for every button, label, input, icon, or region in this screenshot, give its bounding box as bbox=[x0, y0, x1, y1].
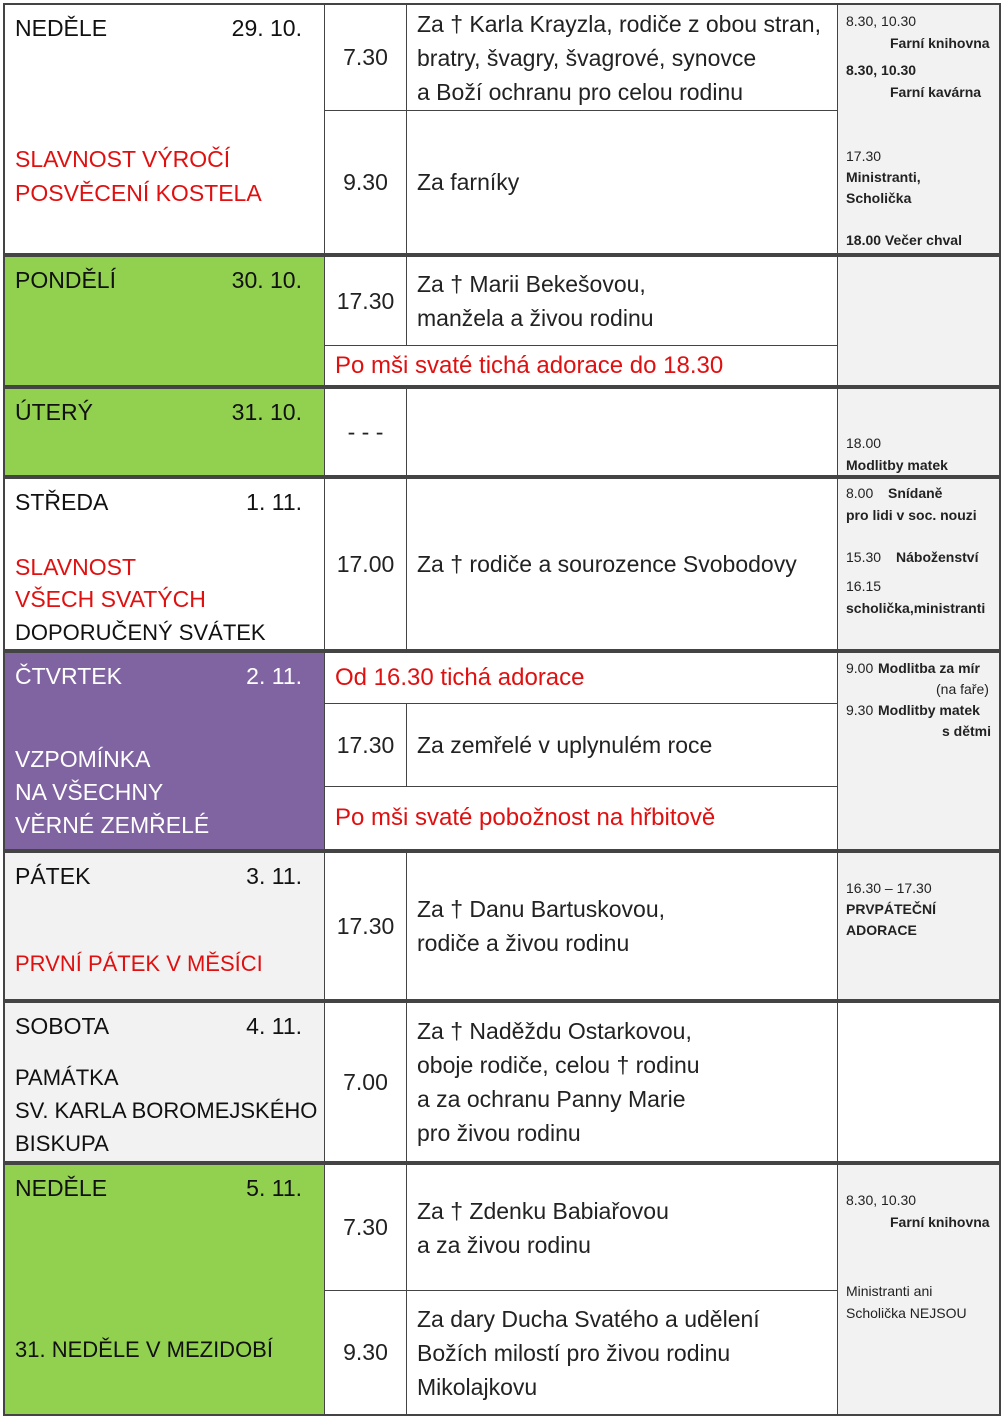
note: Modlitby matek bbox=[846, 457, 948, 473]
intention-line: Mikolajkovu bbox=[417, 1373, 538, 1400]
feast-line: POSVĚCENÍ KOSTELA bbox=[15, 180, 262, 206]
intention-line: a Boží ochranu pro celou rodinu bbox=[417, 78, 744, 105]
side-notes bbox=[837, 257, 999, 385]
feast-line: PRVNÍ PÁTEK V MĚSÍCI bbox=[15, 951, 263, 976]
intention-line: rodiče a živou rodinu bbox=[417, 930, 630, 956]
day-block-wednesday bbox=[3, 477, 1001, 651]
day-block-monday bbox=[3, 255, 1001, 387]
mass-intention bbox=[407, 111, 837, 253]
note: ADORACE bbox=[846, 922, 917, 938]
note: Náboženství bbox=[896, 549, 979, 565]
feast-line: VZPOMÍNKA bbox=[15, 746, 151, 772]
day-date: 1. 11. bbox=[246, 489, 302, 515]
mass-time: 17.30 bbox=[325, 257, 407, 345]
mass-intention bbox=[407, 5, 837, 110]
intention-line: Za farníky bbox=[417, 169, 520, 195]
note: Scholička bbox=[846, 190, 912, 206]
mass-time: 17.30 bbox=[325, 853, 407, 999]
intention-line: Božích milostí pro živou rodinu bbox=[417, 1339, 731, 1366]
mass-intention bbox=[407, 479, 837, 649]
day-block-sunday-29 bbox=[3, 3, 1001, 255]
day-name: PONDĚLÍ bbox=[15, 267, 116, 293]
note: 18.00 Večer chval bbox=[846, 232, 962, 248]
day-date: 4. 11. bbox=[246, 1013, 302, 1039]
mass-intention bbox=[407, 853, 837, 999]
day-cell bbox=[5, 853, 325, 999]
day-name: SOBOTA bbox=[15, 1013, 110, 1039]
note: Farní kavárna bbox=[890, 84, 982, 100]
day-name: ČTVRTEK bbox=[15, 663, 122, 689]
side-notes bbox=[837, 1003, 999, 1161]
intention-line: manžela a živou rodinu bbox=[417, 305, 654, 331]
side-notes bbox=[837, 389, 999, 475]
day-date: 5. 11. bbox=[246, 1175, 302, 1201]
feast-line: SLAVNOST bbox=[15, 554, 136, 580]
day-date: 2. 11. bbox=[246, 663, 302, 689]
day-date: 29. 10. bbox=[231, 15, 302, 41]
side-notes bbox=[837, 479, 999, 649]
after-mass-note: Po mši svaté pobožnost na hřbitově bbox=[335, 804, 716, 831]
day-name: NEDĚLE bbox=[15, 15, 108, 41]
feast-line: VĚRNÉ ZEMŘELÉ bbox=[15, 812, 210, 838]
day-block-tuesday bbox=[3, 387, 1001, 477]
mass-intention bbox=[407, 257, 837, 345]
intention-line: a za živou rodinu bbox=[417, 1231, 591, 1258]
note: Snídaně bbox=[888, 485, 943, 501]
feast-line: BISKUPA bbox=[15, 1131, 109, 1156]
mass-time: 7.30 bbox=[325, 5, 407, 110]
note: s dětmi bbox=[942, 723, 992, 739]
side-notes bbox=[837, 653, 999, 849]
day-name: STŘEDA bbox=[15, 489, 109, 515]
note: 16.30 – 17.30 bbox=[846, 880, 932, 896]
intention-line: Za † Marii Bekešovou, bbox=[417, 271, 646, 297]
note: 9.30 bbox=[846, 702, 874, 718]
day-cell bbox=[5, 5, 325, 253]
note: pro lidi v soc. nouzi bbox=[846, 507, 977, 523]
feast-line: NA VŠECHNY bbox=[15, 779, 164, 805]
note: scholička,ministranti bbox=[846, 600, 986, 616]
note: Ministranti ani bbox=[846, 1283, 933, 1299]
intention-line: Za † rodiče a sourozence Svobodovy bbox=[417, 551, 797, 577]
feast-line: PAMÁTKA bbox=[15, 1065, 119, 1090]
day-name: NEDĚLE bbox=[15, 1175, 108, 1201]
feast-line: SV. KARLA BOROMEJSKÉHO bbox=[15, 1098, 318, 1123]
note: 8.00 bbox=[846, 485, 874, 501]
day-cell bbox=[5, 389, 325, 475]
side-notes bbox=[837, 5, 999, 253]
intention-line: Za † Naděždu Ostarkovou, bbox=[417, 1018, 692, 1044]
day-block-friday bbox=[3, 851, 1001, 1001]
after-mass-note: Po mši svaté tichá adorace do 18.30 bbox=[335, 351, 724, 379]
intention-line: Za † Danu Bartuskovou, bbox=[417, 896, 666, 922]
note: Ministranti, bbox=[846, 169, 921, 185]
mass-intention bbox=[407, 1291, 837, 1414]
note: Modlitba za mír bbox=[878, 660, 980, 676]
day-cell bbox=[5, 653, 325, 849]
intention-line: bratry, švagry, švagrové, synovce bbox=[417, 44, 757, 71]
intention-line: Za dary Ducha Svatého a udělení bbox=[417, 1305, 760, 1332]
mass-time: 17.00 bbox=[325, 479, 407, 649]
day-cell bbox=[5, 479, 325, 649]
note: 16.15 bbox=[846, 578, 882, 594]
note: 9.00 bbox=[846, 660, 874, 676]
note: 17.30 bbox=[846, 148, 882, 164]
before-mass-note: Od 16.30 tichá adorace bbox=[335, 664, 585, 691]
intention-line: Za zemřelé v uplynulém roce bbox=[417, 732, 713, 758]
note: 8.30, 10.30 bbox=[846, 13, 917, 29]
intention-line: oboje rodiče, celou † rodinu bbox=[417, 1052, 700, 1078]
note: 18.00 bbox=[846, 435, 882, 451]
day-block-sunday-5 bbox=[3, 1163, 1001, 1416]
intention-line: Za † Zdenku Babiařovou bbox=[417, 1197, 669, 1224]
mass-time: 7.00 bbox=[325, 1003, 407, 1161]
day-cell bbox=[5, 1165, 325, 1414]
mass-time: 17.30 bbox=[325, 704, 407, 786]
note: Farní knihovna bbox=[890, 35, 990, 51]
feast-line: 31. NEDĚLE V MEZIDOBÍ bbox=[15, 1337, 273, 1362]
note: 8.30, 10.30 bbox=[846, 1192, 917, 1208]
mass-intention bbox=[407, 704, 837, 786]
intention-line: a za ochranu Panny Marie bbox=[417, 1086, 686, 1112]
mass-intention bbox=[407, 389, 837, 475]
intention-line: Za † Karla Krayzla, rodiče z obou stran, bbox=[417, 10, 821, 37]
note: PRVPÁTEČNÍ bbox=[846, 901, 936, 917]
feast-line: VŠECH SVATÝCH bbox=[15, 586, 206, 612]
note: Modlitby matek bbox=[878, 702, 980, 718]
note: Farní knihovna bbox=[890, 1214, 990, 1230]
day-block-thursday bbox=[3, 651, 1001, 851]
mass-intention bbox=[407, 1165, 837, 1290]
day-date: 31. 10. bbox=[231, 399, 302, 425]
side-notes bbox=[837, 853, 999, 999]
mass-time: 7.30 bbox=[325, 1165, 407, 1290]
side-notes bbox=[837, 1165, 999, 1414]
day-block-saturday bbox=[3, 1001, 1001, 1163]
day-date: 3. 11. bbox=[246, 863, 302, 889]
note: Scholička NEJSOU bbox=[846, 1305, 967, 1321]
feast-line: SLAVNOST VÝROČÍ bbox=[15, 146, 231, 172]
day-name: ÚTERÝ bbox=[15, 399, 93, 425]
day-name: PÁTEK bbox=[15, 863, 91, 889]
intention-line: pro živou rodinu bbox=[417, 1120, 581, 1146]
day-date: 30. 10. bbox=[231, 267, 302, 293]
note: (na faře) bbox=[936, 681, 989, 697]
day-cell bbox=[5, 1003, 325, 1161]
note: 15.30 bbox=[846, 549, 882, 565]
mass-time: - - - bbox=[325, 389, 407, 475]
feast-rank: DOPORUČENÝ SVÁTEK bbox=[15, 620, 266, 645]
note: 8.30, 10.30 bbox=[846, 62, 917, 78]
mass-intention bbox=[407, 1003, 837, 1161]
mass-time: 9.30 bbox=[325, 1291, 407, 1414]
mass-time: 9.30 bbox=[325, 111, 407, 253]
day-cell bbox=[5, 257, 325, 385]
